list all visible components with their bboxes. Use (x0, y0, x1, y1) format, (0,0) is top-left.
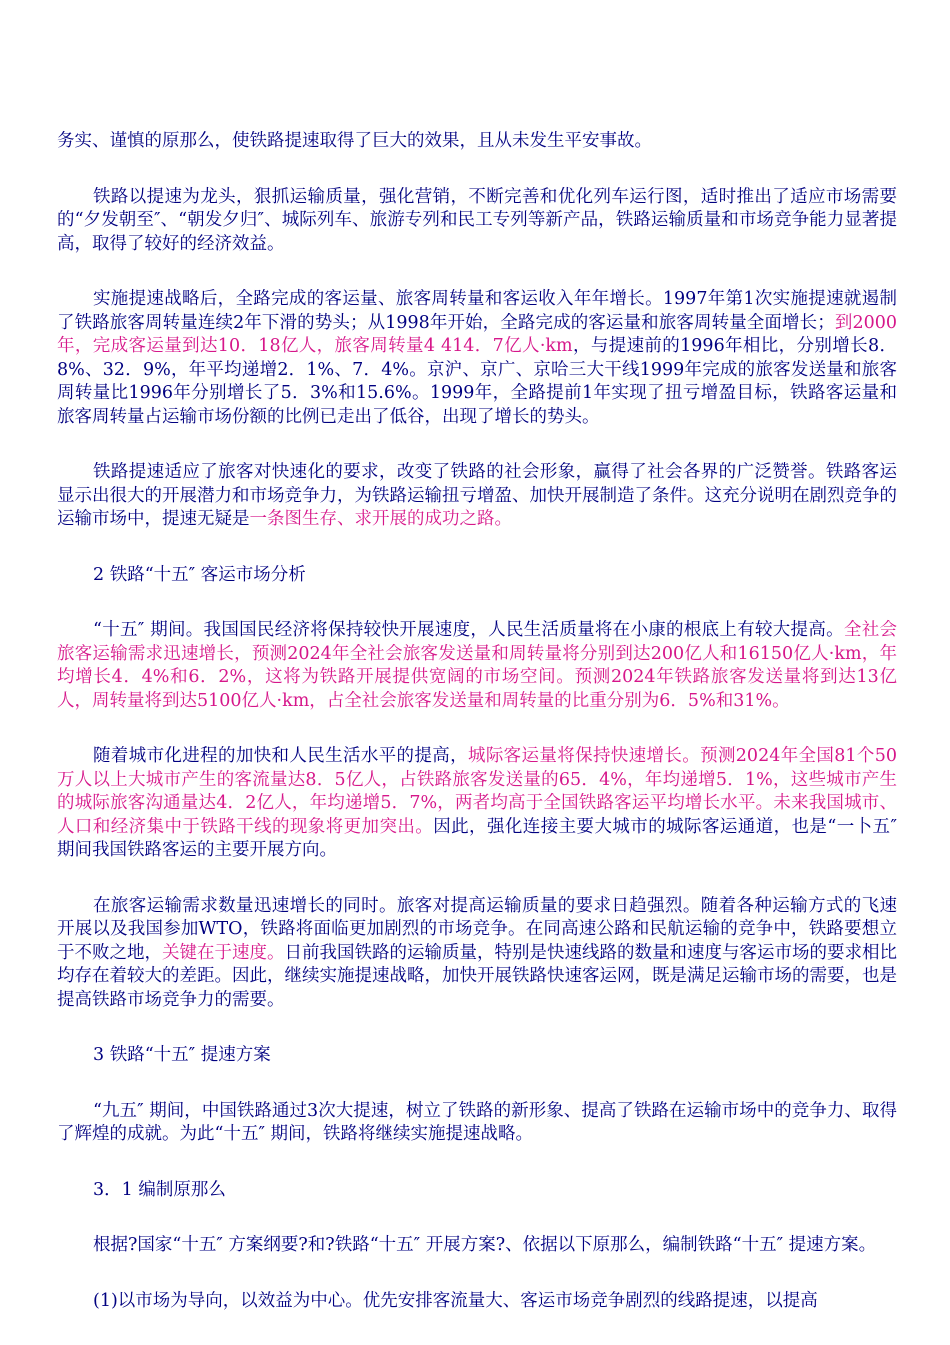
paragraph-10 (57, 1290, 897, 1314)
paragraph-1-text: 务实、谨慎的原那么，使铁路提速取得了巨大的效果，且从未发生平安事故。 (57, 131, 652, 151)
paragraph-6-text-c: 因此，强化连接主要大城市的城际客运通道，也是“一卜五″ 期间我国铁路客运的主要开展方向。 (57, 816, 897, 860)
paragraph-2 (57, 186, 897, 257)
paragraph-3-text-a: 实施提速战略后，全路完成的客运量、旅客周转量和客运收入年年增长。1997年第1次实施提速就遏制了铁路旅客周转量连续2年下滑的势头；从1998年开始，全路完成的客运量和旅客周转量全面增长； (57, 289, 897, 333)
subsection-heading-3-1: 3．1 编制原那么 (93, 1179, 226, 1200)
paragraph-10-text: (1)以市场为导向，以效益为中心。优先安排客流量大、客运市场竞争剧烈的线路提速，以提高 (93, 1290, 818, 1311)
paragraph-5-text-a: “十五″ 期间。我国国民经济将保持较快开展速度，人民生活质量将在小康的根底上有较大提高。 (93, 620, 844, 640)
section-heading-3: 3 铁路“十五″ 提速方案 (93, 1045, 271, 1065)
paragraph-2-text: 铁路以提速为龙头，狠抓运输质量，强化营销，不断完善和优化列车运行图，适时推出了适应市场需要的“夕发朝至″、“朝发夕归″、城际列车、旅游专列和民工专列等新产品，铁路运输质量和市场竞争能力显著提高，取得了较好的经济效益。 (57, 186, 897, 254)
paragraph-5 (57, 619, 897, 713)
paragraph-7-highlight: 关键在于速度。 (162, 942, 285, 963)
paragraph-6-text-a: 随着城市化进程的加快和人民生活水平的提高， (93, 746, 468, 766)
paragraph-9-text: 根据?国家“十五″ 方案纲要?和?铁路“十五″ 开展方案?、依据以下原那么，编制铁路“十五″ 提速方案。 (93, 1235, 877, 1255)
paragraph-3-text-c: ，与提速前的1996年相比，分别增长8．8%、32．9%，年平均递增2．1%、7．4%。京沪、京广、京哈三大干线1999年完成的旅客发送量和旅客周转量比1996年分别增长了5．3%和15.6%。1999年，全路提前1年实现了扭亏增盈目标，铁路客运量和旅客周转量占运输市场份额的比例已走出了低谷，出现了增长的势头。 (57, 336, 898, 427)
paragraph-9 (57, 1234, 897, 1258)
paragraph-7 (57, 895, 897, 1013)
section-heading-2: 2 铁路“十五″ 客运市场分析 (93, 564, 306, 585)
paragraph-6-highlight: 城际客运量将保持快速增长。预测2024年全国81个50万人以上大城市产生的客流量达8．5亿人，占铁路旅客发送量的65．4%，年均递增5．1%，这些城市产生的城际旅客沟通量达4．2亿人，年均递增5．7%，两者均高于全国铁路客运平均增长水平。未来我国城市、人口和经济集中于铁路干线的现象将更加突出。 (57, 746, 898, 837)
paragraph-4 (57, 461, 897, 532)
paragraph-8 (57, 1100, 897, 1147)
paragraph-5-highlight: 全社会旅客运输需求迅速增长，预测2024年全社会旅客发送量和周转量将分别到达200亿人和16150亿人·km，年均增长4．4%和6．2%，这将为铁路开展提供宽阔的市场空间。预测2024年铁路旅客发送量将到达13亿人，周转量将到达5100亿人·km，占全社会旅客发送量和周转量的比重分别为6．5%和31%。 (57, 620, 897, 711)
paragraph-1 (57, 130, 897, 154)
document-page (57, 130, 897, 1345)
paragraph-7-text-a: 在旅客运输需求数量迅速增长的同时。旅客对提高运输质量的要求日趋强烈。随着各种运输方式的飞速开展以及我国参加WTO，铁路将面临更加剧烈的市场竞争。在同高速公路和民航运输的竞争中，铁路要想立于不败之地， (57, 895, 897, 963)
paragraph-3-highlight: 到2000年，完成客运量到达10．18亿人，旅客周转量4 414．7亿人·km (57, 312, 897, 356)
paragraph-3 (57, 288, 897, 429)
paragraph-6 (57, 745, 897, 863)
paragraph-4-text-a: 铁路提速适应了旅客对快速化的要求，改变了铁路的社会形象，赢得了社会各界的广泛赞誉。铁路客运显示出很大的开展潜力和市场竞争力，为铁路运输扭亏增盈、加快开展制造了条件。这充分说明在剧烈竞争的运输市场中，提速无疑是 (57, 462, 897, 529)
paragraph-4-highlight: 一条图生存、求开展的成功之路。 (249, 509, 512, 529)
paragraph-7-text-c: 日前我国铁路的运输质量，特别是快速线路的数量和速度与客运市场的要求相比均存在着较大的差距。因此，继续实施提速战略，加快开展铁路快速客运网，既是满足运输市场的需要，也是提高铁路市场竞争力的需要。 (57, 942, 897, 1010)
paragraph-8-text: “九五″ 期间，中国铁路通过3次大提速，树立了铁路的新形象、提高了铁路在运输市场中的竞争力、取得了辉煌的成就。为此“十五″ 期间，铁路将继续实施提速战略。 (57, 1100, 897, 1144)
